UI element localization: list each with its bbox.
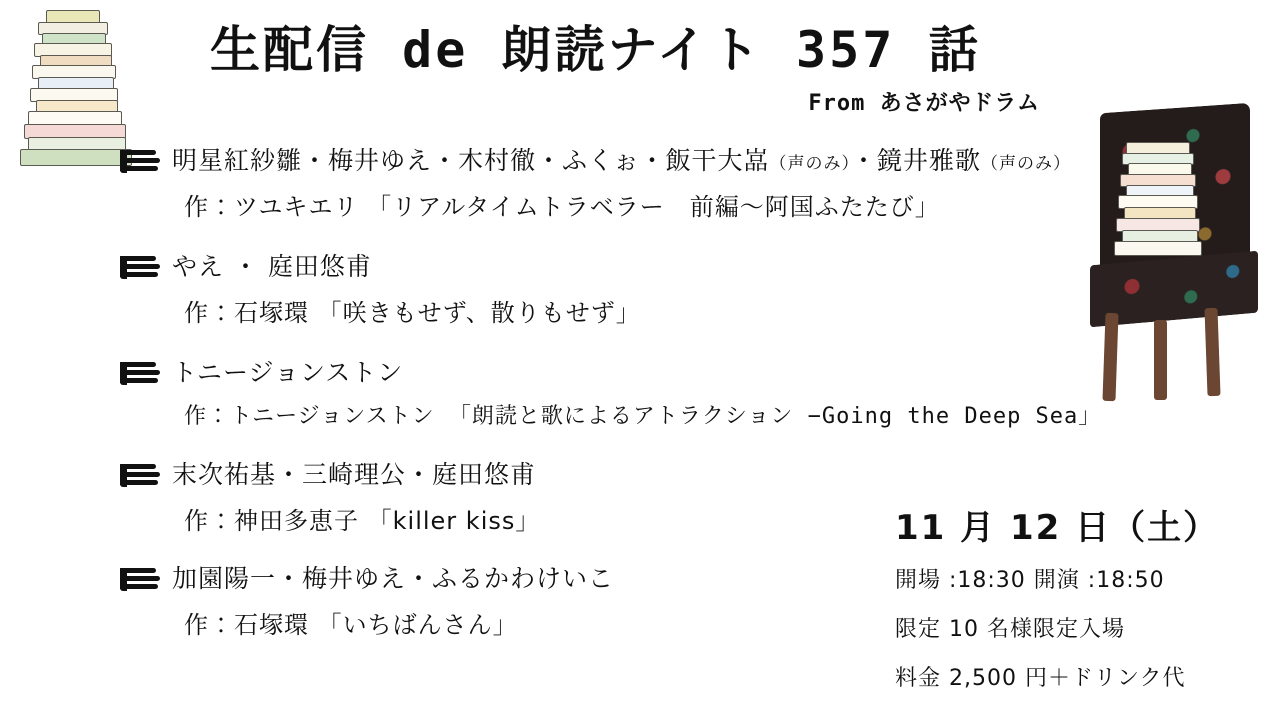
program-cast: 末次祐基・三崎理公・庭田悠甫: [172, 460, 537, 489]
book-icon: [120, 256, 160, 284]
book-icon: [120, 362, 160, 390]
title-block: [210, 22, 1160, 117]
program-cast: トニージョンストン: [172, 358, 404, 387]
program-cast: 明星紅紗雛・梅井ゆえ・木村徹・ふくぉ・飯干大嵓: [172, 146, 770, 175]
list-item: [120, 146, 1250, 222]
program-work: 作：石塚環 「咲きもせず、散りもせず」: [184, 299, 641, 327]
program-cast-tail: ・鏡井雅歌: [851, 146, 982, 175]
event-capacity: 限定 10 名様限定入場: [895, 617, 1125, 642]
page-subtitle: From あさがやドラム: [808, 90, 1040, 116]
book-icon: [120, 150, 160, 178]
program-cast-row: [120, 358, 1250, 390]
event-price: 料金 2,500 円＋ドリンク代: [895, 666, 1186, 691]
page-title: 生配信 de 朗読ナイト 357 話: [210, 21, 982, 79]
program-cast-row: [120, 460, 1250, 492]
program-cast-row: [120, 252, 1250, 284]
program-cast: 加園陽一・梅井ゆえ・ふるかわけいこ: [172, 564, 615, 593]
program-work: 作：ツユキエリ 「リアルタイムトラベラー 前編〜阿国ふたたび」: [184, 193, 940, 221]
book-icon: [120, 568, 160, 596]
event-info: [895, 500, 1250, 710]
list-item: [120, 252, 1250, 328]
program-cast: やえ ・ 庭田悠甫: [172, 252, 372, 281]
event-times: 開場 :18:30 開演 :18:50: [895, 568, 1165, 593]
program-work: 作：石塚環 「いちばんさん」: [184, 611, 518, 639]
program-cast-note: （声のみ）: [981, 154, 1072, 174]
program-work: 作：トニージョンストン 「朗読と歌によるアトラクション −Going the Deep Sea」: [184, 404, 1102, 429]
event-date: 11 月 12 日（土）: [895, 508, 1220, 548]
program-cast-row: [120, 146, 1250, 178]
program-work: 作：神田多恵子 「killer kiss」: [184, 507, 541, 535]
book-icon: [120, 464, 160, 492]
program-cast-note: （声のみ）: [769, 154, 852, 174]
list-item: [120, 358, 1250, 430]
